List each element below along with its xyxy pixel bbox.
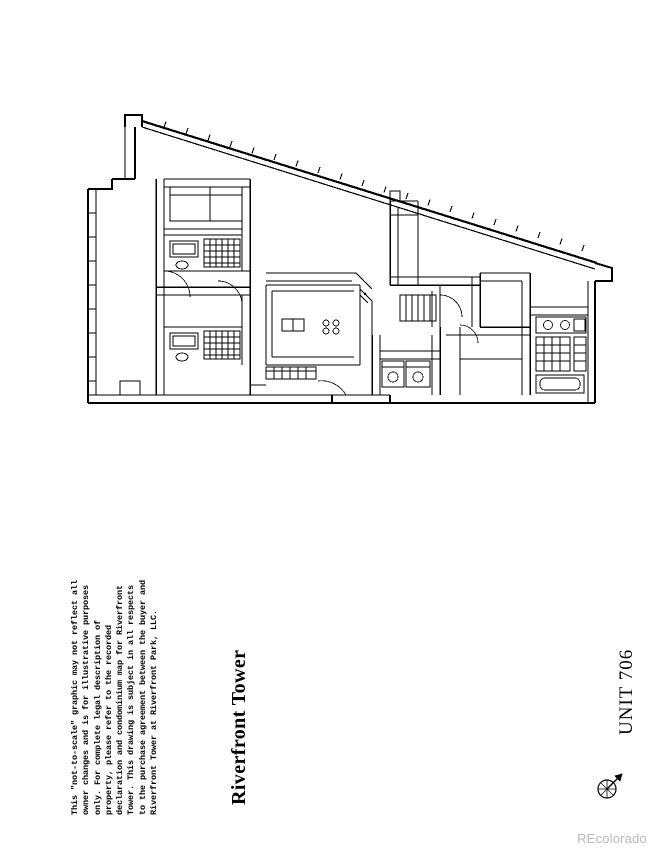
page-title: Riverfront Tower xyxy=(228,649,250,805)
watermark-logo xyxy=(577,831,647,846)
north-arrow-icon xyxy=(592,768,628,804)
floor-plan-svg xyxy=(60,95,620,435)
disclaimer-text: This "not-to-scale" graphic may not reflect all owner changes and is for illustrative purposes only. For complete legal description of property, please refer to the recorded declaration and condominium map for Riverfront Tower. This drawing is subject in all respects to the purchase agreement between the buyer and Riverfront Tower at Riverfront Park, LLC. xyxy=(70,579,160,815)
unit-number-label: UNIT 706 xyxy=(616,648,637,735)
floor-plan-drawing xyxy=(60,95,620,435)
watermark-text: REcolorado xyxy=(577,831,647,846)
disclaimer-block xyxy=(70,570,220,815)
